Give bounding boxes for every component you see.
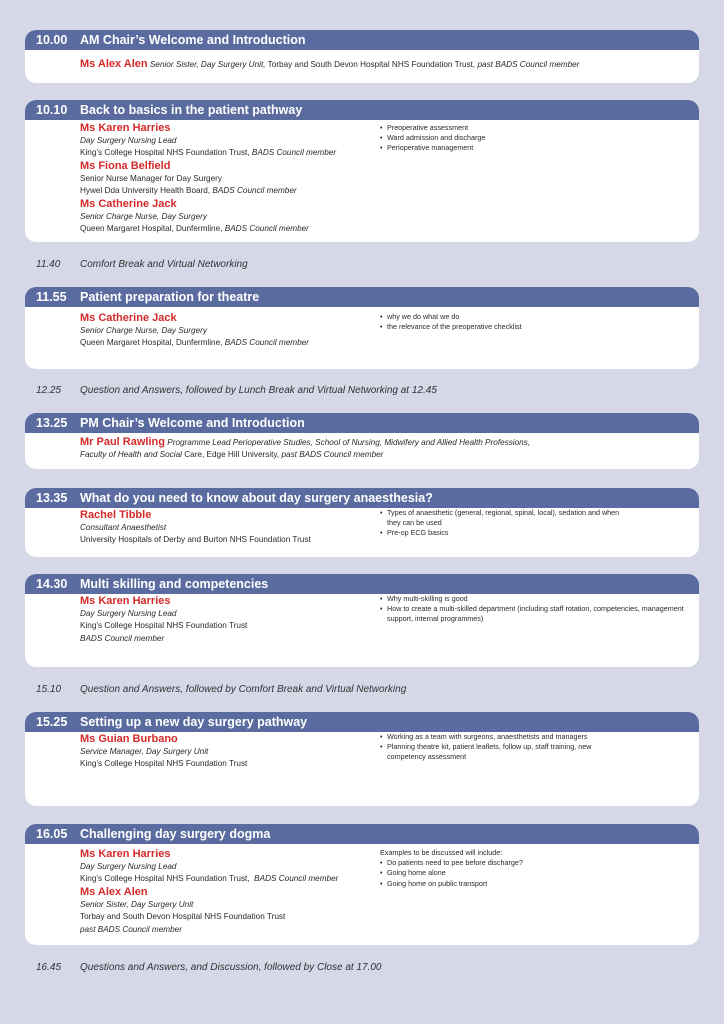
speaker-role: Senior Charge Nurse, Day Surgery [80, 326, 207, 335]
session-title: Back to basics in the patient pathway [80, 103, 303, 117]
topic-list [380, 123, 690, 154]
session-header [25, 712, 699, 732]
session-header [25, 824, 699, 844]
topic-item: • Ward admission and discharge [380, 133, 690, 143]
speaker-name: Ms Catherine Jack [80, 312, 177, 324]
session-title: What do you need to know about day surgery anaesthesia? [80, 491, 433, 505]
speaker-council: BADS Council member [254, 874, 339, 884]
speaker-org-line [80, 223, 375, 235]
topic-item: • Why multi-skilling is good [380, 594, 690, 604]
topic-item: • why we do what we do [380, 312, 690, 322]
speaker-name: Ms Alex Alen [80, 885, 148, 898]
speaker-role: Programme Lead Perioperative Studies, School of Nursing, Midwifery and Allied Health Professions, [167, 438, 531, 447]
speaker-org: King’s College Hospital NHS Foundation Trust, [80, 148, 250, 158]
break-time: 12.25 [36, 385, 62, 396]
break-time: 15.10 [36, 684, 62, 695]
session-time: 10.00 [36, 33, 68, 47]
topic-item: • Going home on public transport [380, 879, 690, 889]
break-time: 11.40 [36, 259, 61, 270]
break-row [36, 684, 406, 695]
session-1430 [25, 574, 699, 667]
speaker-name: Ms Karen Harries [80, 122, 171, 134]
speaker-org: Hywel Dda University Health Board, [80, 186, 211, 196]
speaker-name: Ms Alex Alen [80, 58, 148, 70]
speaker-list [80, 595, 375, 645]
speaker-org: King’s College Hospital NHS Foundation Trust [80, 621, 248, 631]
session-title: Setting up a new day surgery pathway [80, 715, 308, 729]
session-time: 14.30 [36, 577, 68, 591]
speaker-org: Torbay and South Devon Hospital NHS Foundation Trust, [267, 60, 476, 69]
speaker-name: Mr Paul Rawling [80, 436, 165, 448]
topic-list [380, 508, 630, 539]
speaker-list [80, 122, 375, 235]
topic-item: • Preoperative assessment [380, 123, 690, 133]
speaker-name: Rachel Tibble [80, 509, 152, 521]
speaker-list [80, 848, 375, 936]
session-header [25, 30, 699, 50]
speaker-council: past BADS Council member [281, 450, 384, 459]
session-header [25, 488, 699, 508]
speaker-row [80, 58, 690, 71]
session-time: 13.25 [36, 416, 68, 430]
topic-list [380, 848, 690, 889]
speaker-org-line [80, 185, 375, 197]
session-time: 11.55 [36, 290, 67, 304]
speaker-role: Day Surgery Nursing Lead [80, 609, 177, 618]
session-title: PM Chair’s Welcome and Introduction [80, 416, 305, 430]
session-title: Multi skilling and competencies [80, 577, 269, 591]
speaker-org: Queen Margaret Hospital, Dunfermline, [80, 224, 223, 234]
session-1325 [25, 413, 699, 469]
speaker-row [80, 436, 695, 449]
break-time: 16.45 [36, 962, 62, 973]
session-header [25, 413, 699, 433]
break-text: Questions and Answers, and Discussion, followed by Close at 17.00 [80, 962, 382, 973]
speaker-name: Ms Karen Harries [80, 595, 171, 607]
session-header [25, 574, 699, 594]
speaker-org: Care, Edge Hill University, [184, 450, 280, 459]
session-header [25, 100, 699, 120]
topic-item: • Types of anaesthetic (general, regional, spinal, local), sedation and when they can be used [380, 508, 630, 528]
speaker-role: Senior Sister, Day Surgery Unit [80, 899, 194, 909]
session-time: 13.35 [36, 491, 68, 505]
session-title: Patient preparation for theatre [80, 290, 260, 304]
break-text: Question and Answers, followed by Comfort Break and Virtual Networking [80, 684, 407, 695]
speaker-name: Ms Fiona Belfield [80, 159, 171, 172]
topic-intro: Examples to be discussed will include: [380, 848, 503, 857]
speaker-org: Queen Margaret Hospital, Dunfermline, [80, 338, 223, 348]
speaker-org: King’s College Hospital NHS Foundation Trust [80, 759, 248, 769]
topic-item: • Pre-op ECG basics [380, 528, 630, 538]
speaker-role: Day Surgery Nursing Lead [80, 862, 177, 871]
speaker-list [80, 733, 375, 771]
speaker-row-2 [80, 449, 695, 461]
session-1155 [25, 287, 699, 369]
session-1525 [25, 712, 699, 806]
speaker-org-line [80, 337, 375, 349]
session-time: 16.05 [36, 827, 68, 841]
break-text: Comfort Break and Virtual Networking [80, 259, 248, 270]
speaker-org: King’s College Hospital NHS Foundation Trust, [80, 874, 250, 884]
topic-item: • Do patients need to pee before discharge? [380, 858, 690, 868]
session-1010 [25, 100, 699, 242]
topic-item: • the relevance of the preoperative checklist [380, 322, 690, 332]
topic-item: • Going home alone [380, 868, 690, 878]
topic-list [380, 732, 630, 763]
speaker-name: Ms Karen Harries [80, 848, 171, 860]
session-title: Challenging day surgery dogma [80, 827, 271, 841]
topic-item: • Working as a team with surgeons, anaesthetists and managers [380, 732, 630, 742]
speaker-faculty: Faculty of Health and Social [80, 450, 182, 459]
session-header [25, 287, 699, 307]
speaker-name: Ms Guian Burbano [80, 733, 178, 745]
speaker-org-line [80, 147, 375, 159]
topic-item: • Planning theatre kit, patient leaflets, follow up, staff training, new competency assessment [380, 742, 630, 762]
session-1000 [25, 30, 699, 83]
break-row [36, 385, 437, 396]
speaker-council: BADS Council member [224, 338, 309, 348]
speaker-role: Senior Nurse Manager for Day Surgery [80, 173, 222, 183]
speaker-role: Senior Sister, Day Surgery Unit, [149, 60, 266, 69]
speaker-role: Service Manager, Day Surgery Unit [80, 747, 209, 756]
speaker-list [80, 312, 375, 350]
topic-item: • Perioperative management [380, 143, 690, 153]
speaker-council: past BADS Council member [477, 60, 580, 69]
speaker-org: Torbay and South Devon Hospital NHS Foundation Trust [80, 912, 286, 922]
speaker-org: University Hospitals of Derby and Burton NHS Foundation Trust [80, 535, 311, 545]
topic-list [380, 594, 690, 625]
break-row [36, 259, 248, 270]
speaker-role: Consultant Anaesthetist [80, 523, 167, 532]
speaker-council: BADS Council member [212, 186, 297, 196]
speaker-council: BADS Council member [80, 633, 165, 643]
break-text: Question and Answers, followed by Lunch Break and Virtual Networking at 12.45 [80, 385, 437, 396]
speaker-role: Day Surgery Nursing Lead [80, 136, 177, 145]
topic-item: • How to create a multi-skilled department (including staff rotation, competencies, management support, internal programmes) [380, 604, 690, 624]
speaker-council: past BADS Council member [80, 924, 182, 934]
topic-list [380, 312, 690, 332]
speaker-role: Senior Charge Nurse, Day Surgery [80, 211, 207, 221]
break-row [36, 962, 381, 973]
session-1605 [25, 824, 699, 945]
speaker-council: BADS Council member [251, 148, 337, 158]
speaker-council: BADS Council member [224, 224, 309, 234]
speaker-org-line [80, 873, 375, 885]
session-time: 15.25 [36, 715, 68, 729]
session-1335 [25, 488, 699, 557]
speaker-list [80, 509, 375, 547]
session-title: AM Chair’s Welcome and Introduction [80, 33, 306, 47]
session-time: 10.10 [36, 103, 68, 117]
speaker-name: Ms Catherine Jack [80, 197, 177, 210]
